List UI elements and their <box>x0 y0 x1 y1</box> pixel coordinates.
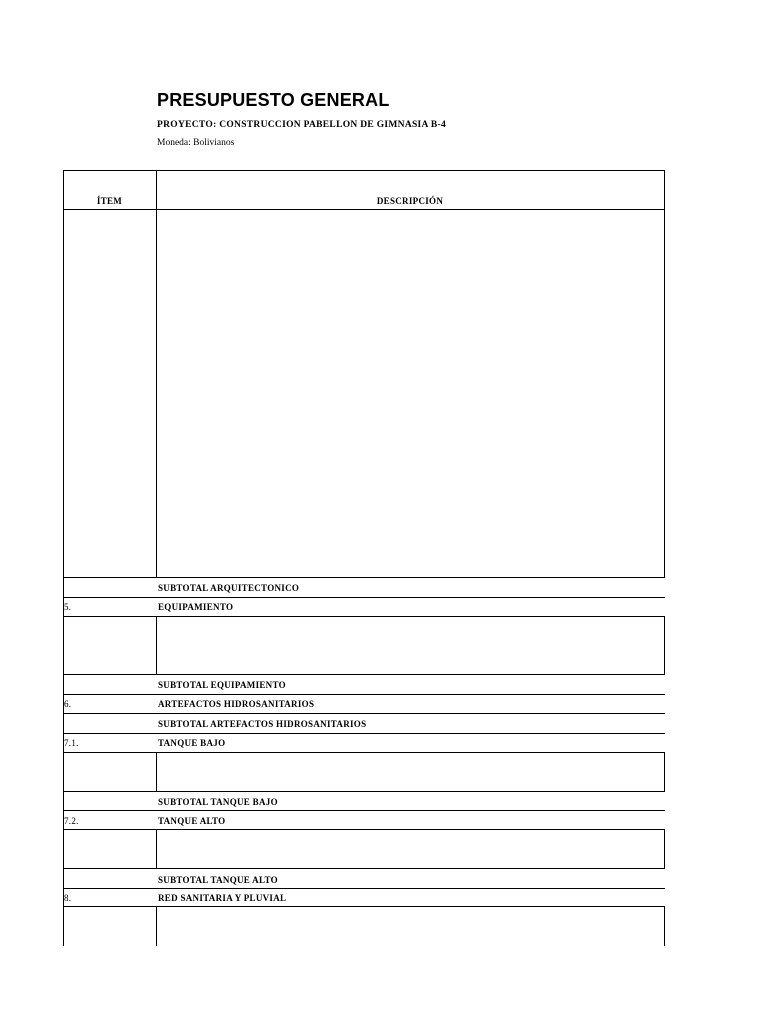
table-border-right <box>664 906 665 946</box>
row-description: ARTEFACTOS HIDROSANITARIOS <box>158 699 315 709</box>
row-item-number: 6. <box>64 699 72 709</box>
row-separator <box>63 713 665 714</box>
row-item-number: 8. <box>64 893 72 903</box>
table-border-right <box>664 170 665 578</box>
project-name: PROYECTO: CONSTRUCCION PABELLON DE GIMNASIA B-4 <box>157 120 447 130</box>
row-separator <box>63 674 665 675</box>
row-description: TANQUE BAJO <box>158 738 226 748</box>
row-separator <box>63 577 665 578</box>
row-separator <box>63 888 665 889</box>
table-column-divider <box>156 906 157 946</box>
row-separator <box>63 829 665 830</box>
row-description: RED SANITARIA Y PLUVIAL <box>158 893 287 903</box>
row-separator <box>63 752 665 753</box>
row-item-number: 5. <box>64 602 72 612</box>
column-header-description: DESCRIPCIÓN <box>376 196 444 206</box>
table-column-divider <box>156 616 157 674</box>
table-border-right <box>664 829 665 868</box>
row-separator <box>63 906 665 907</box>
row-separator <box>63 868 665 869</box>
table-column-divider <box>156 752 157 791</box>
row-separator <box>63 616 665 617</box>
row-description: SUBTOTAL ARQUITECTONICO <box>158 583 300 593</box>
row-separator <box>63 694 665 695</box>
row-item-number: 7.1. <box>64 738 79 748</box>
table-header-bottom <box>63 209 665 210</box>
row-description: SUBTOTAL ARTEFACTOS HIDROSANITARIOS <box>158 719 367 729</box>
row-separator <box>63 597 665 598</box>
table-column-divider <box>156 829 157 868</box>
row-description: EQUIPAMIENTO <box>158 602 234 612</box>
row-description: SUBTOTAL EQUIPAMIENTO <box>158 680 286 690</box>
column-header-item: ÍTEM <box>96 196 123 206</box>
row-description: SUBTOTAL TANQUE BAJO <box>158 797 278 807</box>
row-separator <box>63 733 665 734</box>
row-item-number: 7.2. <box>64 816 79 826</box>
page-title: PRESUPUESTO GENERAL <box>157 90 390 110</box>
currency-label: Moneda: Bolivianos <box>157 138 235 148</box>
table-column-divider <box>156 170 157 578</box>
row-separator <box>63 810 665 811</box>
row-separator <box>63 791 665 792</box>
table-header-top <box>63 170 665 171</box>
table-border-right <box>664 752 665 791</box>
row-description: TANQUE ALTO <box>158 816 226 826</box>
row-description: SUBTOTAL TANQUE ALTO <box>158 875 278 885</box>
table-border-right <box>664 616 665 674</box>
